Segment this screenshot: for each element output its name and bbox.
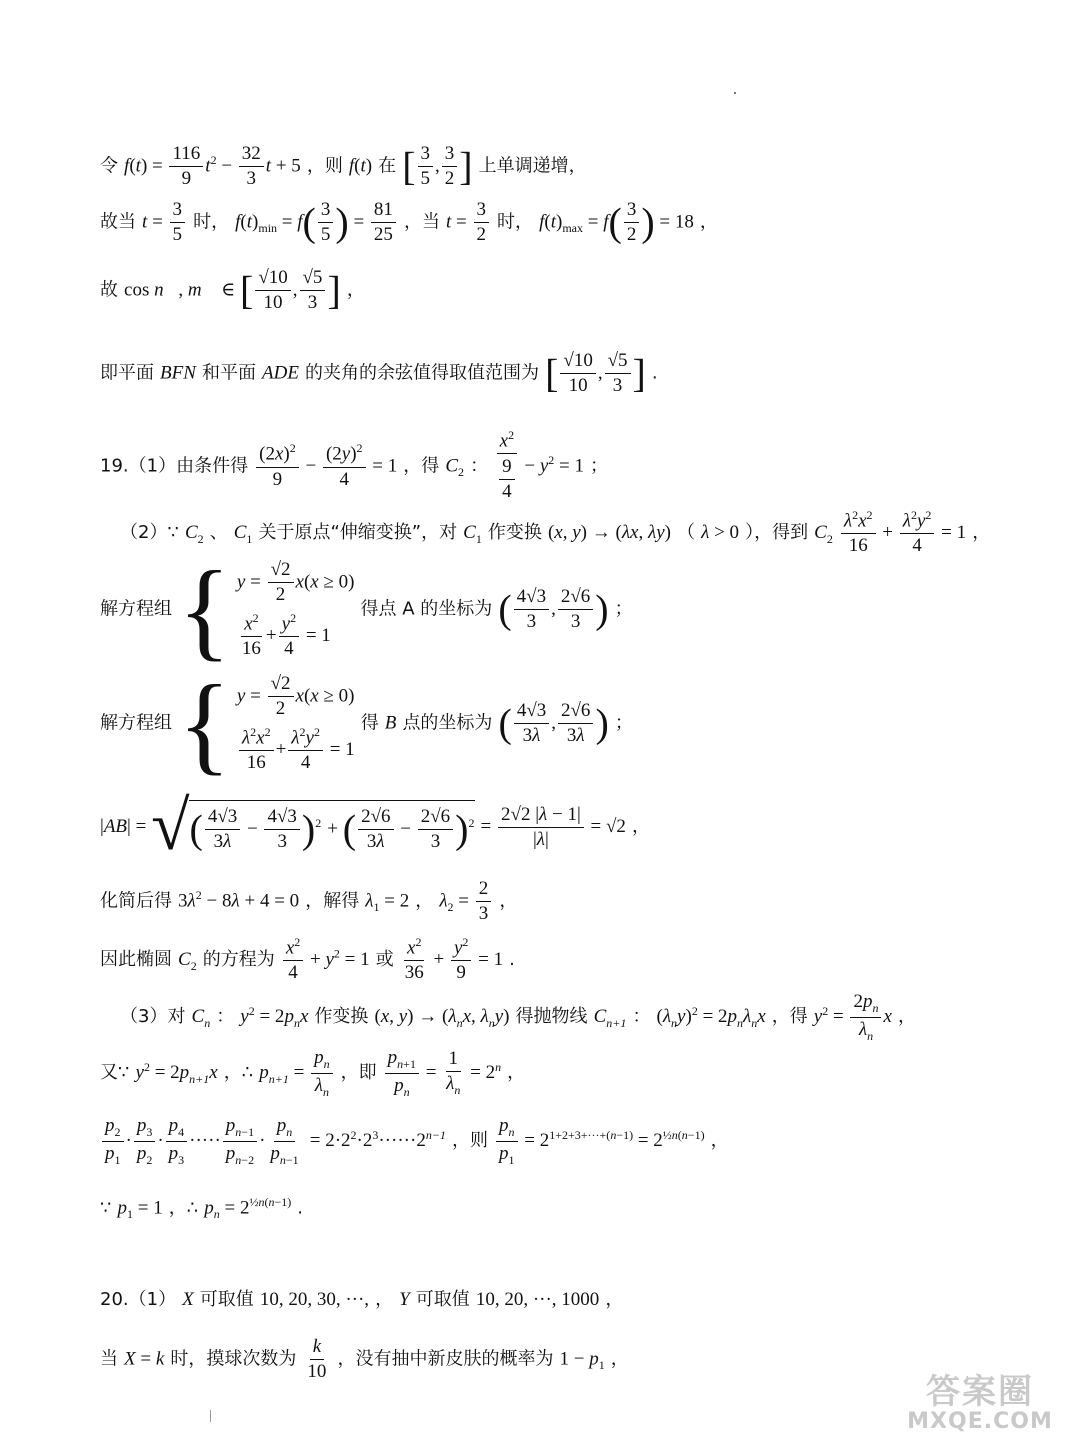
text: 又∵: [100, 1062, 130, 1084]
text: 解方程组: [100, 598, 172, 620]
text: 化简后得: [100, 890, 172, 912]
text: 点的坐标为: [402, 712, 493, 734]
text: 可取值: [415, 1289, 470, 1310]
text: .: [297, 1197, 304, 1219]
text: ，则: [306, 155, 343, 177]
text: ，: [507, 1062, 526, 1084]
text: ，: [897, 1006, 916, 1028]
text: ，∴: [168, 1197, 199, 1219]
line-18-1: 令 f(t) = $\frac{116}{9}$ $t^2$ − $\frac{32}{3}$ t + 5 ，则 f(t) 在 [ $\frac{3}{5}$ , $\frac{3}{2}$ ] 上单调递增，: [100, 143, 587, 189]
text: 得抛物线: [515, 1006, 588, 1028]
text: ，: [610, 1348, 629, 1370]
text: 得点 A 的坐标为: [360, 598, 493, 620]
fraction: $\frac{32}{3}$: [239, 142, 264, 191]
text: ，: [346, 279, 365, 301]
text: 因此椭圆: [100, 949, 172, 970]
text: 20.（1）: [100, 1289, 177, 1310]
text: 当: [100, 1348, 118, 1370]
watermark-url: MXQE.COM: [907, 1409, 1053, 1434]
text: 时，: [497, 211, 534, 233]
text: 19.（1）由条件得: [100, 455, 249, 477]
text: ：: [632, 1006, 651, 1028]
text: 令: [100, 155, 118, 177]
text: 即平面: [100, 362, 154, 384]
line-19-1: 19.（1）由条件得 $\frac{(2x)^2}{9}$ − $\frac{(2y)^2}{4}$ = 1 ，得 $C_2$ ： $\frac{x^2}{\frac{9}{4}}$ − $y^2 = 1$ ；: [100, 428, 609, 503]
fraction: $\frac{116}{9}$: [169, 142, 203, 191]
text: .: [509, 949, 515, 970]
text: 上单调递增，: [478, 155, 587, 177]
text: 得: [360, 712, 379, 734]
text: ，解得: [305, 890, 360, 912]
line-20-1: 20.（1） X 可取值 10, 20, 30, ···, ， Y 可取值 10, 20, ···, 1000 ，: [100, 1289, 624, 1310]
line-18-2: 故当 t = $\frac{3}{5}$ 时， $f(t)_{min} = f$( $\frac{3}{5}$ ) = $\frac{81}{25}$ ，当 t = $\frac{3}{2}$ 时， $f(t)_{max} = f$( $\frac{3}{2}$ ) = 18 ，: [100, 199, 718, 245]
text: （2）∵: [120, 522, 179, 543]
text: 关于原点“伸缩变换”，对: [258, 522, 458, 543]
text: 时，摸球次数为: [170, 1348, 297, 1370]
text: 作变换: [487, 522, 542, 543]
text: ，: [499, 890, 518, 912]
text: 的夹角的余弦值得取值范围为: [305, 362, 540, 384]
text: ，得: [403, 455, 440, 477]
text: 故当: [100, 211, 136, 233]
line-20-2: 当 X = k 时，摸球次数为 $\frac{k}{10}$ ，没有抽中新皮肤的概率为 $1 - p_1$ ，: [100, 1336, 629, 1382]
line-19-4: 解方程组 { y = $\frac{√2}{2}$ x(x ≥ 0) $\frac{\lambda^2x^2}{16}$ + $\frac{\lambda^2y^2}{4}$ = 1 得 B 点的坐标为 ( $\frac{4√3}{3\lambda}$ , $\frac{2√6}{3\lambda}$ ) ；: [100, 662, 633, 785]
text: ，: [415, 890, 434, 912]
text: 可取值: [199, 1289, 254, 1310]
line-19-8: （3）对 $C_n$ ： $y^2 = 2p_nx$ 作变换 (x, $y) \to (\lambda_nx$, $\lambda_ny$) 得抛物线 $C_{n+1}$ ： $(\lambda_ny)^2 = 2p_n\lambda_nx$ ，得 $y^2$ = $\frac{2p_n}{\lambda_n}$ x ，: [120, 991, 916, 1043]
text: 和平面: [201, 362, 256, 384]
text: 解方程组: [100, 712, 172, 734]
text: 时，: [193, 211, 230, 233]
text: ，: [699, 211, 718, 233]
text: 的方程为: [202, 949, 275, 970]
text: （3）对: [120, 1006, 186, 1028]
line-19-10: $\frac{p_2}{p_1}$ · $\frac{p_3}{p_2}$ · $\frac{p_4}{p_3}$ ····· $\frac{p_{n-1}}{p_{n-2}}$ · $\frac{p_n}{p_{n-1}}$ = $2\cdot 2^2\cdot 2^3\cdot\cdot\cdot\cdot\cdot\cdot 2^{n-1}$ ，则 $\frac{p_n}{p_1}$ = $2^{1+2+3+\cdot\cdot\cdot+(n-1)} = 2^{\frac{1}{2}n(n-1)}$ ，: [100, 1114, 729, 1168]
line-19-5: |AB| = √( $\frac{4√3}{3\lambda}$ − $\frac{4√3}{3}$ )$^2$ + ( $\frac{2√6}{3\lambda}$ − $\frac{2√6}{3}$ )$^2$ = $\frac{2√2 |\lambda - 1|}{|\lambda|}$ = √2 ，: [100, 788, 650, 865]
stray-dot: [734, 92, 736, 94]
text: ，没有抽中新皮肤的概率为: [337, 1348, 554, 1370]
text: ，则: [451, 1130, 488, 1152]
text: ；: [614, 712, 633, 734]
line-18-3: 故 cos n⃗, m⃗ ∈ [ $\frac{√10}{10}$ , $\frac{√5}{3}$ ] ，: [100, 267, 365, 313]
watermark-logo: [900, 1372, 1060, 1445]
text: 在: [378, 155, 397, 177]
line-19-3: 解方程组 { y = $\frac{√2}{2}$ x(x ≥ 0) $\frac{x^2}{16}$ + $\frac{y^2}{4}$ = 1 得点 A 的坐标为 ( $\frac{4√3}{3}$ , $\frac{2√6}{3}$ ) ；: [100, 548, 633, 671]
text: .: [651, 362, 658, 384]
line-19-2: （2）∵ $C_2$ 、 $C_1$ 关于原点“伸缩变换”，对 $C_1$ 作变换 (x, y) → (λx, λy) （ λ > 0 ），得到 $C_2$ $\frac{\lambda^2x^2}{16}$ + $\frac{\lambda^2y^2}{4}$ = 1 ，: [120, 508, 991, 557]
text: ，: [710, 1130, 729, 1152]
text: ，: [605, 1289, 624, 1310]
text: ），得到: [745, 522, 809, 543]
text: 故: [100, 279, 118, 301]
text: ：: [470, 455, 489, 477]
text: ，∴: [223, 1062, 254, 1084]
text: ，当: [403, 211, 440, 233]
margin-tick: [210, 1410, 211, 1422]
text: ，: [972, 522, 991, 543]
text: ：: [216, 1006, 235, 1028]
text: ，即: [340, 1062, 377, 1084]
line-18-4: 即平面 BFN 和平面 ADE 的夹角的余弦值得取值范围为 [ $\frac{√10}{10}$ , $\frac{√5}{3}$ ] .: [100, 350, 658, 396]
line-19-6: 化简后得 $3\lambda^2 - 8\lambda + 4 = 0$ ，解得 $\lambda_1 = 2$ ， $\lambda_2$ = $\frac{2}{3}$ ，: [100, 878, 518, 924]
text: ，: [631, 816, 650, 837]
text: 、: [209, 522, 228, 543]
text: 作变换: [314, 1006, 369, 1028]
text: 或: [375, 949, 394, 970]
text: ；: [590, 455, 609, 477]
text: （: [677, 522, 696, 543]
line-19-11: ∵ $p_1 = 1$ ，∴ $p_n = 2^{\frac{1}{2}n(n-1)}$ .: [100, 1195, 304, 1222]
watermark-text: 答案圈: [926, 1372, 1034, 1412]
text: ；: [614, 598, 633, 620]
text: ，: [375, 1289, 394, 1310]
line-19-9: 又∵ $y^2 = 2p_{n+1}x$ ，∴ $p_{n+1}$ = $\frac{p_n}{\lambda_n}$ ，即 $\frac{p_{n+1}}{p_n}$ = $\frac{1}{\lambda_n}$ = $2^n$ ，: [100, 1047, 526, 1099]
text: ，得: [771, 1006, 808, 1028]
line-19-7: 因此椭圆 $C_2$ 的方程为 $\frac{x^2}{4}$ + $y^2 = 1$ 或 $\frac{x^2}{36}$ + $\frac{y^2}{9}$ = 1 .: [100, 935, 515, 984]
text: ∵: [100, 1197, 112, 1219]
